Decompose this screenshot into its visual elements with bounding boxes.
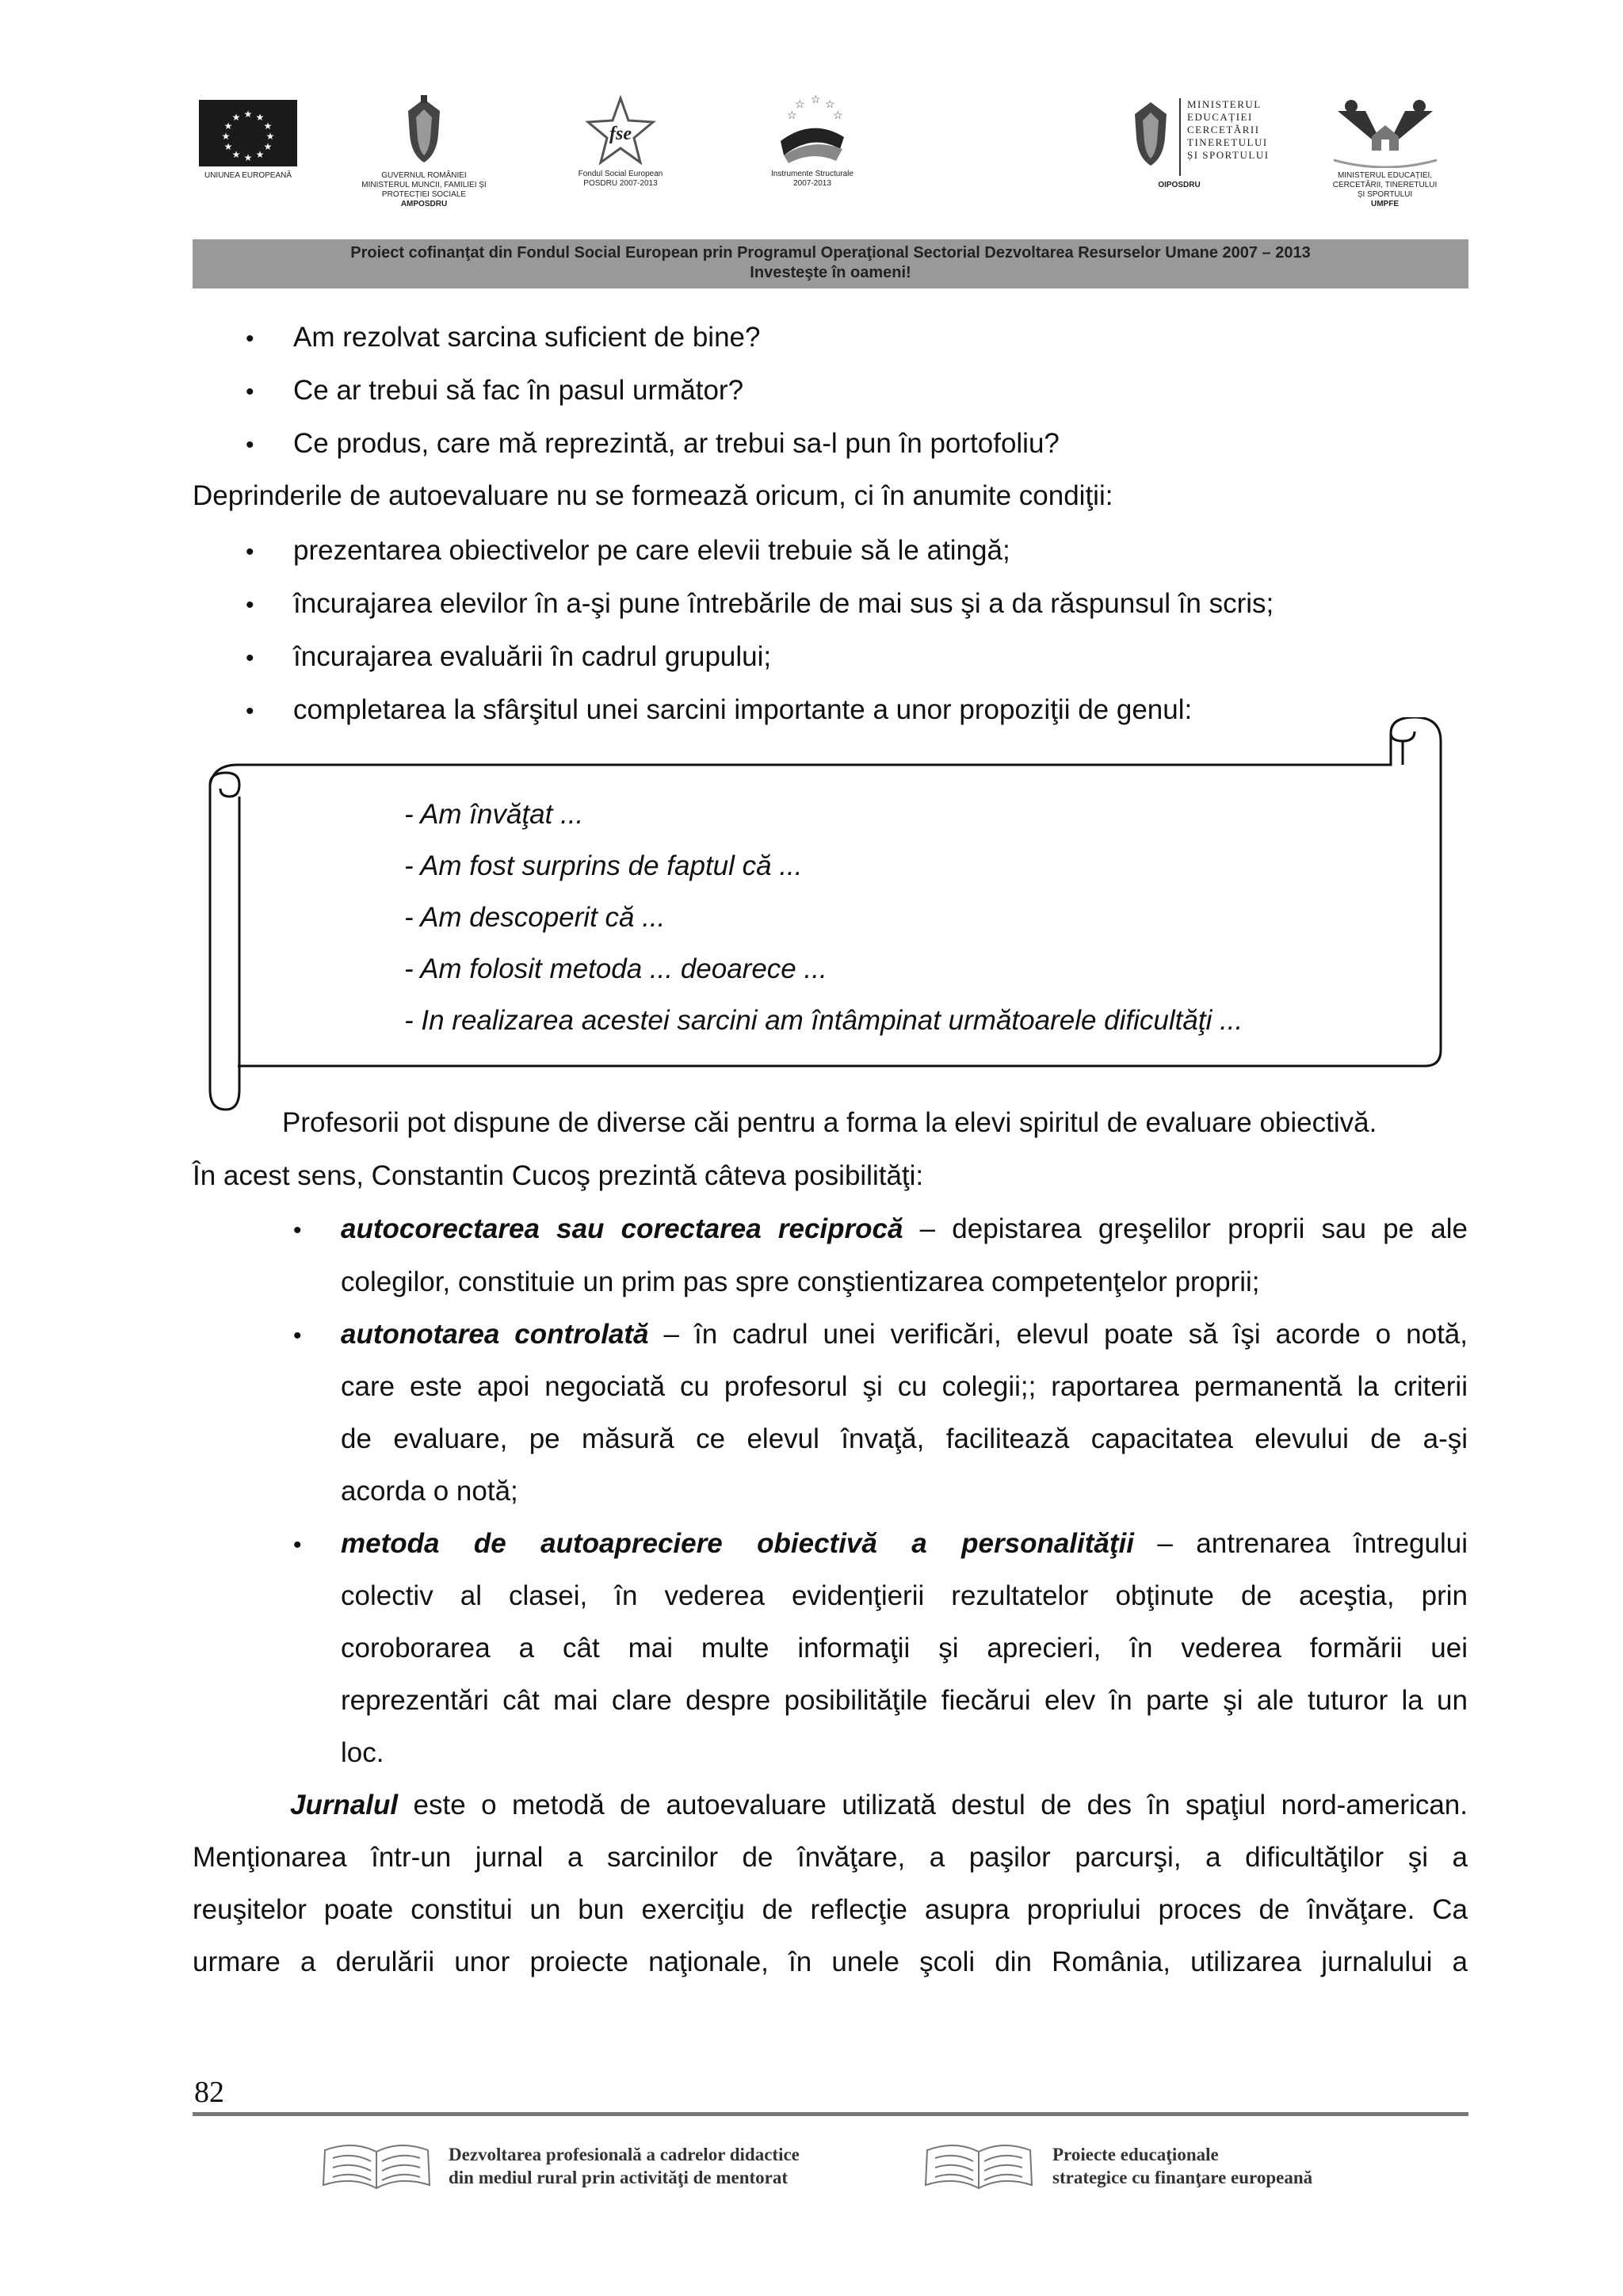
svg-text:★: ★ — [243, 152, 253, 163]
paragraph-line: Menţionarea într-un jurnal a sarcinilor de învăţare, a paşilor parcurşi, a dificultăţilor şi a — [193, 1842, 1468, 1873]
bullet-icon: • — [293, 1217, 302, 1244]
scroll-callout — [190, 717, 1450, 1114]
svg-text:☆: ☆ — [811, 94, 821, 105]
svg-text:★: ★ — [231, 112, 241, 123]
svg-text:★: ★ — [231, 149, 241, 160]
list-item: completarea la sfârşitul unei sarcini importante a unor propoziţii de genul: — [293, 694, 1193, 725]
item-title: metoda de autoapreciere obiectivă a personalităţii — [341, 1528, 1134, 1559]
scroll-line: - Am descoperit că ... — [404, 902, 666, 933]
government-logo — [357, 95, 491, 209]
eu-caption: UNIUNEA EUROPEANĂ — [204, 171, 292, 180]
list-item: autocorectarea sau corectarea reciprocă – depistarea greşelilor proprii sau pe ale — [341, 1213, 1468, 1244]
umpfe-caption: MINISTERUL EDUCAȚIEI, CERCETĂRII, TINERETULUI ȘI SPORTULUI — [1332, 171, 1438, 199]
svg-text:☆: ☆ — [795, 97, 805, 110]
fse-caption: Fondul Social European POSDRU 2007-2013 — [578, 170, 663, 188]
umpfe-sub-caption: UMPFE — [1371, 200, 1399, 208]
paragraph-line: Jurnalul este o metodă de autoevaluare utilizată destul de des în spaţiul nord-american. — [290, 1790, 1468, 1820]
svg-text:★: ★ — [223, 141, 233, 152]
intro-paragraph: Deprinderile de autoevaluare nu se formează oricum, ci în anumite condiţii: — [193, 480, 1113, 511]
item-title: autocorectarea sau corectarea reciprocă — [341, 1213, 903, 1244]
scroll-line: - In realizarea acestei sarcini am întâmpinat următoarele dificultăţi ... — [404, 1005, 1243, 1036]
page-number: 82 — [194, 2076, 224, 2109]
item-line: loc. — [341, 1737, 384, 1768]
svg-text:★: ★ — [255, 112, 265, 123]
item-line: acorda o notă; — [341, 1476, 518, 1507]
svg-text:☆: ☆ — [825, 97, 835, 110]
bullet-icon: • — [246, 326, 254, 352]
list-item: Ce produs, care mă reprezintă, ar trebui sa-l pun în portofoliu? — [293, 428, 1060, 459]
open-book-icon — [919, 2136, 1038, 2195]
svg-text:★: ★ — [243, 109, 253, 120]
bullet-icon: • — [246, 698, 254, 724]
svg-text:☆: ☆ — [787, 109, 797, 121]
bullet-icon: • — [246, 539, 254, 565]
ministry-wordmark: MINISTERUL EDUCAȚIEI CERCETĂRII TINERETULUI ȘI SPORTULUI — [1187, 98, 1270, 161]
bullet-icon: • — [246, 379, 254, 405]
jurnal-title: Jurnalul — [290, 1790, 399, 1820]
footer-rule — [193, 2112, 1468, 2116]
item-line: colegilor, constituie un prim pas spre conştientizarea competenţelor proprii; — [341, 1266, 1260, 1297]
paragraph-line: Profesorii pot dispune de diverse căi pentru a forma la elevi spiritul de evaluare obiectivă. — [282, 1107, 1377, 1138]
eu-flag-icon — [199, 100, 297, 166]
ministry-coat-of-arms-icon — [1127, 98, 1174, 170]
scroll-line: - Am folosit metoda ... deoarece ... — [404, 953, 827, 984]
paragraph-line: În acest sens, Constantin Cucoş prezintă câteva posibilităţi: — [193, 1160, 924, 1191]
item-line: colectiv al clasei, în vederea evidenţierii rezultatelor obţinute de aceştia, prin — [341, 1580, 1468, 1611]
banner-line-1: Proiect cofinanţat din Fondul Social European prin Programul Operaţional Sectorial Dezvoltarea Resurselor Umane 2007 – 2013 — [350, 244, 1311, 262]
eu-logo — [197, 100, 300, 181]
umpfe-logo — [1316, 95, 1454, 209]
fse-star-icon — [585, 95, 656, 166]
list-item: încurajarea elevilor în a-şi pune întrebările de mai sus şi a da răspunsul în scris; — [293, 588, 1274, 619]
bullet-icon: • — [246, 592, 254, 618]
svg-text:★: ★ — [255, 149, 265, 160]
scroll-line: - Am învăţat ... — [404, 799, 584, 830]
fse-logo — [569, 95, 672, 189]
footer-right-text: Proiecte educaţionale strategice cu finanţare europeană — [1052, 2145, 1313, 2187]
structural-instruments-caption: Instrumente Structurale 2007-2013 — [771, 170, 854, 188]
footer-left-text: Dezvoltarea profesională a cadrelor didactice din mediul rural prin activităţi de mentorat — [449, 2145, 800, 2187]
item-line: reprezentări cât mai clare despre posibilităţile fiecărui elev în parte şi ale tuturor la un — [341, 1685, 1468, 1716]
fse-mark: fse — [609, 124, 632, 144]
banner-line-2: Investeşte în oameni! — [750, 264, 911, 281]
svg-text:★: ★ — [221, 131, 231, 142]
government-caption: GUVERNUL ROMÂNIEI MINISTERUL MUNCII, FAMILIEI ȘI PROTECȚIEI SOCIALE — [361, 171, 487, 199]
svg-text:★: ★ — [223, 120, 233, 132]
svg-text:☆: ☆ — [833, 109, 843, 121]
item-line: care este apoi negociată cu profesorul şi cu colegii;; raportarea permanentă la criterii — [341, 1371, 1468, 1402]
open-book-icon — [317, 2136, 436, 2195]
paragraph-line: urmare a derulării unor proiecte naţionale, în unele şcoli din România, utilizarea jurnalului a — [193, 1946, 1468, 1977]
list-item: Ce ar trebui să fac în pasul următor? — [293, 375, 744, 406]
bullet-icon: • — [246, 432, 254, 458]
list-item: încurajarea evaluării în cadrul grupului; — [293, 641, 772, 672]
umpfe-icon — [1318, 95, 1453, 168]
list-item: Am rezolvat sarcina suficient de bine? — [293, 322, 761, 353]
list-item: prezentarea obiectivelor pe care elevii trebuie să le atingă; — [293, 535, 1010, 566]
scroll-shape — [190, 717, 1450, 1114]
ministry-divider — [1179, 98, 1181, 176]
bullet-icon: • — [293, 1532, 302, 1558]
structural-instruments-logo — [757, 94, 868, 189]
cofinancing-banner — [193, 239, 1468, 288]
svg-text:★: ★ — [263, 141, 273, 152]
svg-text:★: ★ — [263, 120, 273, 132]
scroll-line: - Am fost surprins de faptul că ... — [404, 850, 803, 881]
item-line: de evaluare, pe măsură ce elevul învaţă, facilitează capacitatea elevului de a-şi — [341, 1423, 1468, 1454]
item-title: autonotarea controlată — [341, 1319, 649, 1350]
bullet-icon: • — [246, 645, 254, 671]
paragraph-line: reuşitelor poate constitui un bun exerciţiu de reflecţie asupra propriului proces de învăţare. Ca — [193, 1894, 1468, 1925]
list-item: metoda de autoapreciere obiectivă a personalităţii – antrenarea întregului — [341, 1528, 1468, 1559]
structural-instruments-icon — [773, 94, 852, 166]
oiposdru-caption: OIPOSDRU — [1158, 181, 1201, 189]
item-line: coroborarea a cât mai multe informaţii şi aprecieri, în vederea formării uei — [341, 1633, 1468, 1664]
coat-of-arms-icon — [400, 95, 448, 166]
svg-text:★: ★ — [265, 131, 275, 142]
amposdru-caption: AMPOSDRU — [400, 200, 448, 208]
bullet-icon: • — [293, 1323, 302, 1349]
list-item: autonotarea controlată – în cadrul unei verificări, elevul poate să îşi acorde o notă, — [341, 1319, 1468, 1350]
